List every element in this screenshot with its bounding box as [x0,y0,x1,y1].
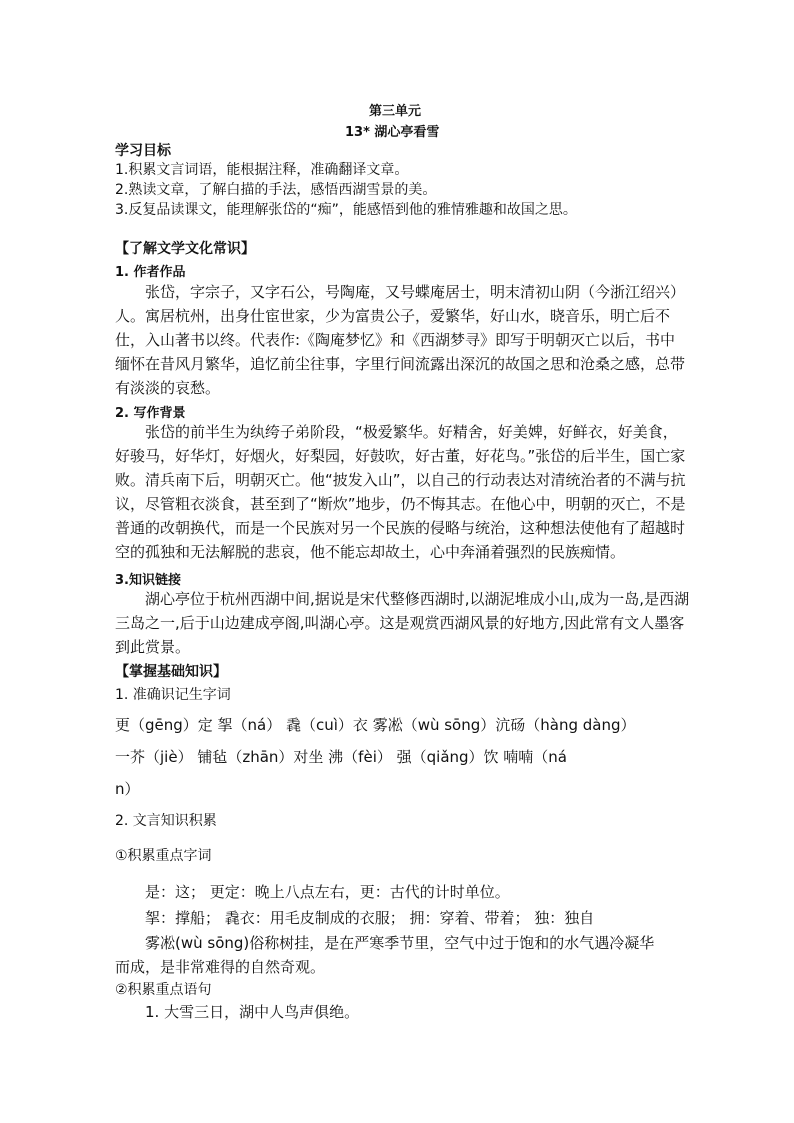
pronunciation-row: 更（gēng）定 挐（ná） 毳（cuì）衣 雾凇（wù sōng）沆砀（hàng dàng） [115,716,636,734]
word-note: 雾凇(wù sōng)俗称树挂，是在严寒季节里，空气中过于饱和的水气遇冷凝华 [145,934,655,952]
key-sentence: 1. 大雪三日，湖中人鸟声俱绝。 [145,1003,360,1021]
link-heading: 3.知识链接 [115,573,181,588]
background-paragraph: 张岱的前半生为纨绔子弟阶段，“极爱繁华。好精舍，好美婢，好鲜衣，好美食，好骏马，好华灯，好烟火，好梨园，好鼓吹，好古董，好花鸟。”张岱的后半生，国亡家败。清兵南下后，明朝灭亡。他“披发入山”，以自己的行动表达对清统治者的不满与抗议，尽管粗衣淡食，甚至到了“断炊”地步，仍不悔其志。在他心中，明朝的灭亡，不是普通的改朝换代，而是一个民族对另一个民族的侵略与统治，这种想法使他有了超越时空的孤独和无法解脱的悲哀，他不能忘却故土，心中奔涌着强烈的民族痴情。 [115,423,686,561]
words-heading: ①积累重点字词 [115,848,212,864]
pronunciation-heading: 1. 准确识记生字词 [115,687,231,703]
author-heading: 1. 作者作品 [115,265,186,280]
classical-heading: 2. 文言知识积累 [115,813,217,829]
word-note: 而成，是非常难得的自然奇观。 [115,958,326,976]
background-heading: 2. 写作背景 [115,406,186,421]
unit-title: 第三单元 [369,104,422,119]
objective-item: 2.熟读文章，了解白描的手法，感悟西湖雪景的美。 [115,182,437,198]
objective-item: 1.积累文言词语，能根据注释，准确翻译文章。 [115,162,409,178]
sentences-heading: ②积累重点语句 [115,982,212,998]
lesson-title: 13* 湖心亭看雪 [345,125,440,140]
link-paragraph: 湖心亭位于杭州西湖中间,据说是宋代整修西湖时,以湖泥堆成小山,成为一岛,是西湖三岛之一,后于山边建成亭阁,叫湖心亭。这是观赏西湖风景的好地方,因此常有文人墨客到此赏景。 [115,590,690,656]
basics-heading: 【掌握基础知识】 [115,664,227,680]
word-note: 是：这； 更定：晚上八点左右，更：古代的计时单位。 [145,883,510,901]
culture-heading: 【了解文学文化常识】 [115,241,255,257]
author-paragraph: 张岱，字宗子，又字石公，号陶庵，又号蝶庵居士，明末清初山阴（今浙江绍兴）人。寓居杭州，出身仕宦世家，少为富贵公子，爱繁华，好山水，晓音乐，明亡后不仕，入山著书以终。代表作:《陶庵梦忆》和《西湖梦寻》即写于明朝灭亡以后，书中缅怀在昔风月繁华，追忆前尘往事，字里行间流露出深沉的故国之思和沧桑之感，总带有淡淡的哀愁。 [115,283,686,397]
pronunciation-row: n） [115,780,140,798]
pronunciation-row: 一芥（jiè） 铺毡（zhān）对坐 沸（fèi） 强（qiǎng）饮 喃喃（ná [115,748,568,766]
objectives-heading: 学习目标 [115,143,171,159]
objective-item: 3.反复品读课文，能理解张岱的“痴”，能感悟到他的雅情雅趣和故国之思。 [115,202,577,218]
word-note: 挐：撑船； 毳衣：用毛皮制成的衣服； 拥：穿着、带着； 独：独自 [145,909,595,927]
